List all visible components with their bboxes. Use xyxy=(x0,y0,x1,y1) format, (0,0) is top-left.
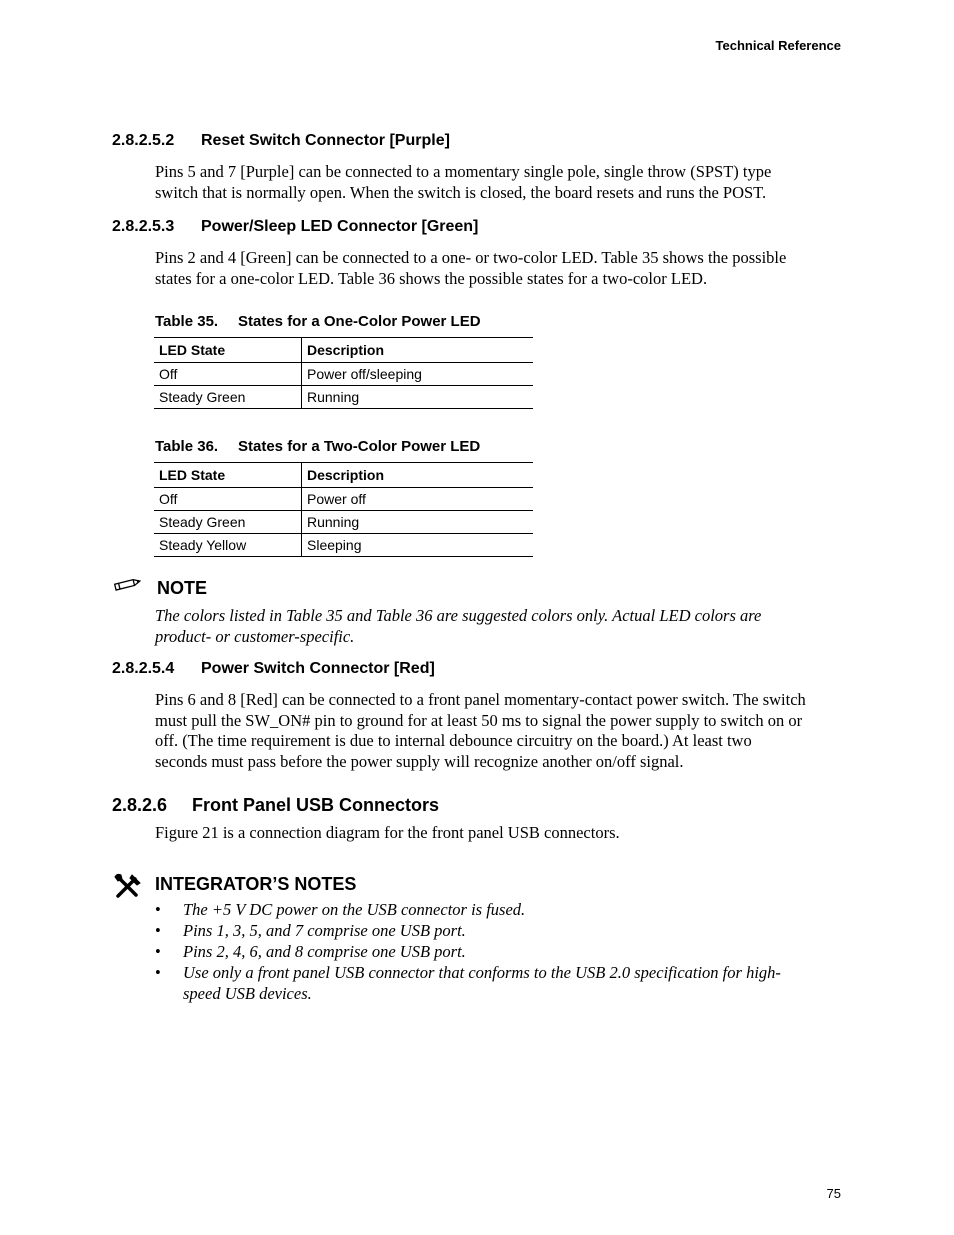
table-label: Table 36. xyxy=(155,438,219,455)
tools-icon xyxy=(113,872,143,900)
table-cell: Running xyxy=(307,389,360,405)
paragraph-line: Figure 21 is a connection diagram for the front panel USB connectors. xyxy=(155,823,620,842)
table-label: Table 35. xyxy=(155,313,219,330)
section-heading-reset-switch xyxy=(112,132,450,150)
note-line: The colors listed in Table 35 and Table 36 are suggested colors only. Actual LED colors are xyxy=(155,606,762,625)
paragraph-line: must pull the SW_ON# pin to ground for at least 50 ms to signal the power supply to switch on or xyxy=(155,710,803,730)
section-title: Power/Sleep LED Connector [Green] xyxy=(201,218,479,235)
table-35-caption xyxy=(155,313,481,330)
column-header: Description xyxy=(307,342,385,358)
table-35 xyxy=(154,337,533,409)
note-title: NOTE xyxy=(157,578,208,598)
list-item-text: Pins 1, 3, 5, and 7 comprise one USB port. xyxy=(183,921,466,940)
list-item-text: Pins 2, 4, 6, and 8 comprise one USB port. xyxy=(183,942,466,961)
table-cell: Steady Green xyxy=(154,386,302,409)
bullet: • xyxy=(155,963,161,982)
table-cell: Power off xyxy=(307,491,366,507)
bullet: • xyxy=(155,921,161,940)
list-item-text: Use only a front panel USB connector that conforms to the USB 2.0 specification for high- xyxy=(183,963,781,982)
column-header: LED State xyxy=(154,338,302,363)
table-cell: Off xyxy=(154,488,302,511)
paragraph-usb xyxy=(155,823,845,844)
column-header: Description xyxy=(307,467,385,483)
table-header-row xyxy=(154,338,533,363)
table-cell: Steady Green xyxy=(154,511,302,534)
table-cell: Running xyxy=(307,514,360,530)
list-item-text: speed USB devices. xyxy=(183,984,312,1003)
paragraph-line: seconds must pass before the power supply will recognize another on/off signal. xyxy=(155,751,684,771)
integrators-notes-title: INTEGRATOR’S NOTES xyxy=(155,874,357,894)
paragraph-power-led xyxy=(155,248,845,289)
section-heading-usb xyxy=(112,795,439,816)
section-heading-power-switch xyxy=(112,660,435,678)
table-row xyxy=(154,386,533,409)
table-cell: Sleeping xyxy=(307,537,362,553)
section-number: 2.8.2.5.2 xyxy=(112,132,175,149)
list-item xyxy=(155,962,835,1004)
list-item xyxy=(155,920,835,941)
section-number: 2.8.2.5.3 xyxy=(112,218,175,235)
table-cell: Steady Yellow xyxy=(154,534,302,557)
section-heading-power-led xyxy=(112,218,478,236)
note-text xyxy=(155,606,845,647)
table-36-caption xyxy=(155,438,480,455)
page-number: 75 xyxy=(826,1186,841,1201)
paragraph-line: Pins 2 and 4 [Green] can be connected to a one- or two-color LED. Table 35 shows the possible xyxy=(155,248,787,267)
section-title: Power Switch Connector [Red] xyxy=(201,660,435,677)
column-header: LED State xyxy=(154,463,302,488)
table-row xyxy=(154,534,533,557)
paragraph-power-switch xyxy=(155,690,845,772)
section-number: 2.8.2.5.4 xyxy=(112,660,175,677)
paragraph-line: Pins 5 and 7 [Purple] can be connected to a momentary single pole, single throw (SPST) type xyxy=(155,162,772,181)
paragraph-line: off. (The time requirement is due to internal debounce circuitry on the board.) At least two xyxy=(155,731,752,750)
list-item-text: The +5 V DC power on the USB connector is fused. xyxy=(183,900,526,919)
running-head: Technical Reference xyxy=(715,38,841,53)
paragraph-line: Pins 6 and 8 [Red] can be connected to a front panel momentary-contact power switch. The switch xyxy=(155,690,806,709)
table-cell: Off xyxy=(154,363,302,386)
bullet: • xyxy=(155,942,161,961)
table-row xyxy=(154,363,533,386)
paragraph-line: states for a one-color LED. Table 36 shows the possible states for a two-color LED. xyxy=(155,268,708,288)
table-title: States for a One-Color Power LED xyxy=(238,313,481,330)
section-title: Reset Switch Connector [Purple] xyxy=(201,132,450,149)
pencil-icon xyxy=(112,573,144,595)
table-row xyxy=(154,511,533,534)
list-item xyxy=(155,899,835,920)
table-36 xyxy=(154,462,533,557)
paragraph-reset-switch xyxy=(155,162,845,203)
integrators-notes-list xyxy=(155,899,835,1004)
section-number: 2.8.2.6 xyxy=(112,795,168,815)
list-item xyxy=(155,941,835,962)
table-title: States for a Two-Color Power LED xyxy=(238,438,481,455)
note-line: product- or customer-specific. xyxy=(155,626,355,646)
table-cell: Power off/sleeping xyxy=(307,366,422,382)
paragraph-line: switch that is normally open. When the switch is closed, the board resets and runs the POST. xyxy=(155,182,767,202)
bullet: • xyxy=(155,900,161,919)
table-header-row xyxy=(154,463,533,488)
table-row xyxy=(154,488,533,511)
section-title: Front Panel USB Connectors xyxy=(192,795,440,815)
